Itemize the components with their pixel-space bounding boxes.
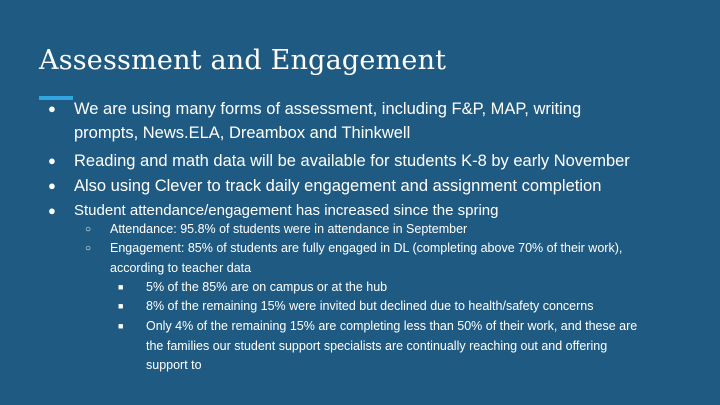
sub-bullet-circle-icon: ○ bbox=[85, 243, 92, 254]
bullet-text-continued: prompts, News.ELA, Dreambox and Thinkwell bbox=[74, 124, 411, 142]
bullet-dot-icon: ● bbox=[48, 101, 56, 116]
bullet-text: Student attendance/engagement has increased since the spring bbox=[74, 202, 499, 219]
sub-sub-bullet-text-continued: the families our student support specialists are continually reaching out and offering bbox=[146, 338, 608, 353]
bullet-text: We are using many forms of assessment, including F&P, MAP, writing bbox=[74, 100, 582, 118]
sub-bullet-text: Attendance: 95.8% of students were in attendance in September bbox=[110, 222, 468, 236]
slide-title: Assessment and Engagement bbox=[39, 45, 447, 76]
bullet-dot-icon: ● bbox=[48, 203, 56, 218]
sub-sub-bullet-text: 5% of the 85% are on campus or at the hub bbox=[146, 280, 388, 294]
bullet-dot-icon: ● bbox=[48, 178, 56, 193]
sub-sub-bullet-square-icon: ■ bbox=[118, 301, 124, 311]
bullet-dot-icon: ● bbox=[48, 153, 56, 168]
title-accent-bar bbox=[39, 96, 73, 100]
bullet-text: Also using Clever to track daily engagement and assignment completion bbox=[74, 177, 602, 195]
sub-sub-bullet-text: 8% of the remaining 15% were invited but declined due to health/safety concerns bbox=[146, 299, 594, 313]
sub-bullet-text: Engagement: 85% of students are fully engaged in DL (completing above 70% of their work), bbox=[110, 241, 623, 255]
sub-sub-bullet-text: Only 4% of the remaining 15% are completing less than 50% of their work, and these are bbox=[146, 319, 638, 333]
sub-sub-bullet-square-icon: ■ bbox=[118, 321, 124, 331]
sub-sub-bullet-square-icon: ■ bbox=[118, 282, 124, 292]
sub-bullet-circle-icon: ○ bbox=[85, 224, 92, 235]
bullet-text: Reading and math data will be available for students K-8 by early November bbox=[74, 152, 630, 170]
sub-sub-bullet-text-continued: support to bbox=[146, 358, 202, 372]
sub-bullet-text-continued: according to teacher data bbox=[110, 260, 252, 275]
